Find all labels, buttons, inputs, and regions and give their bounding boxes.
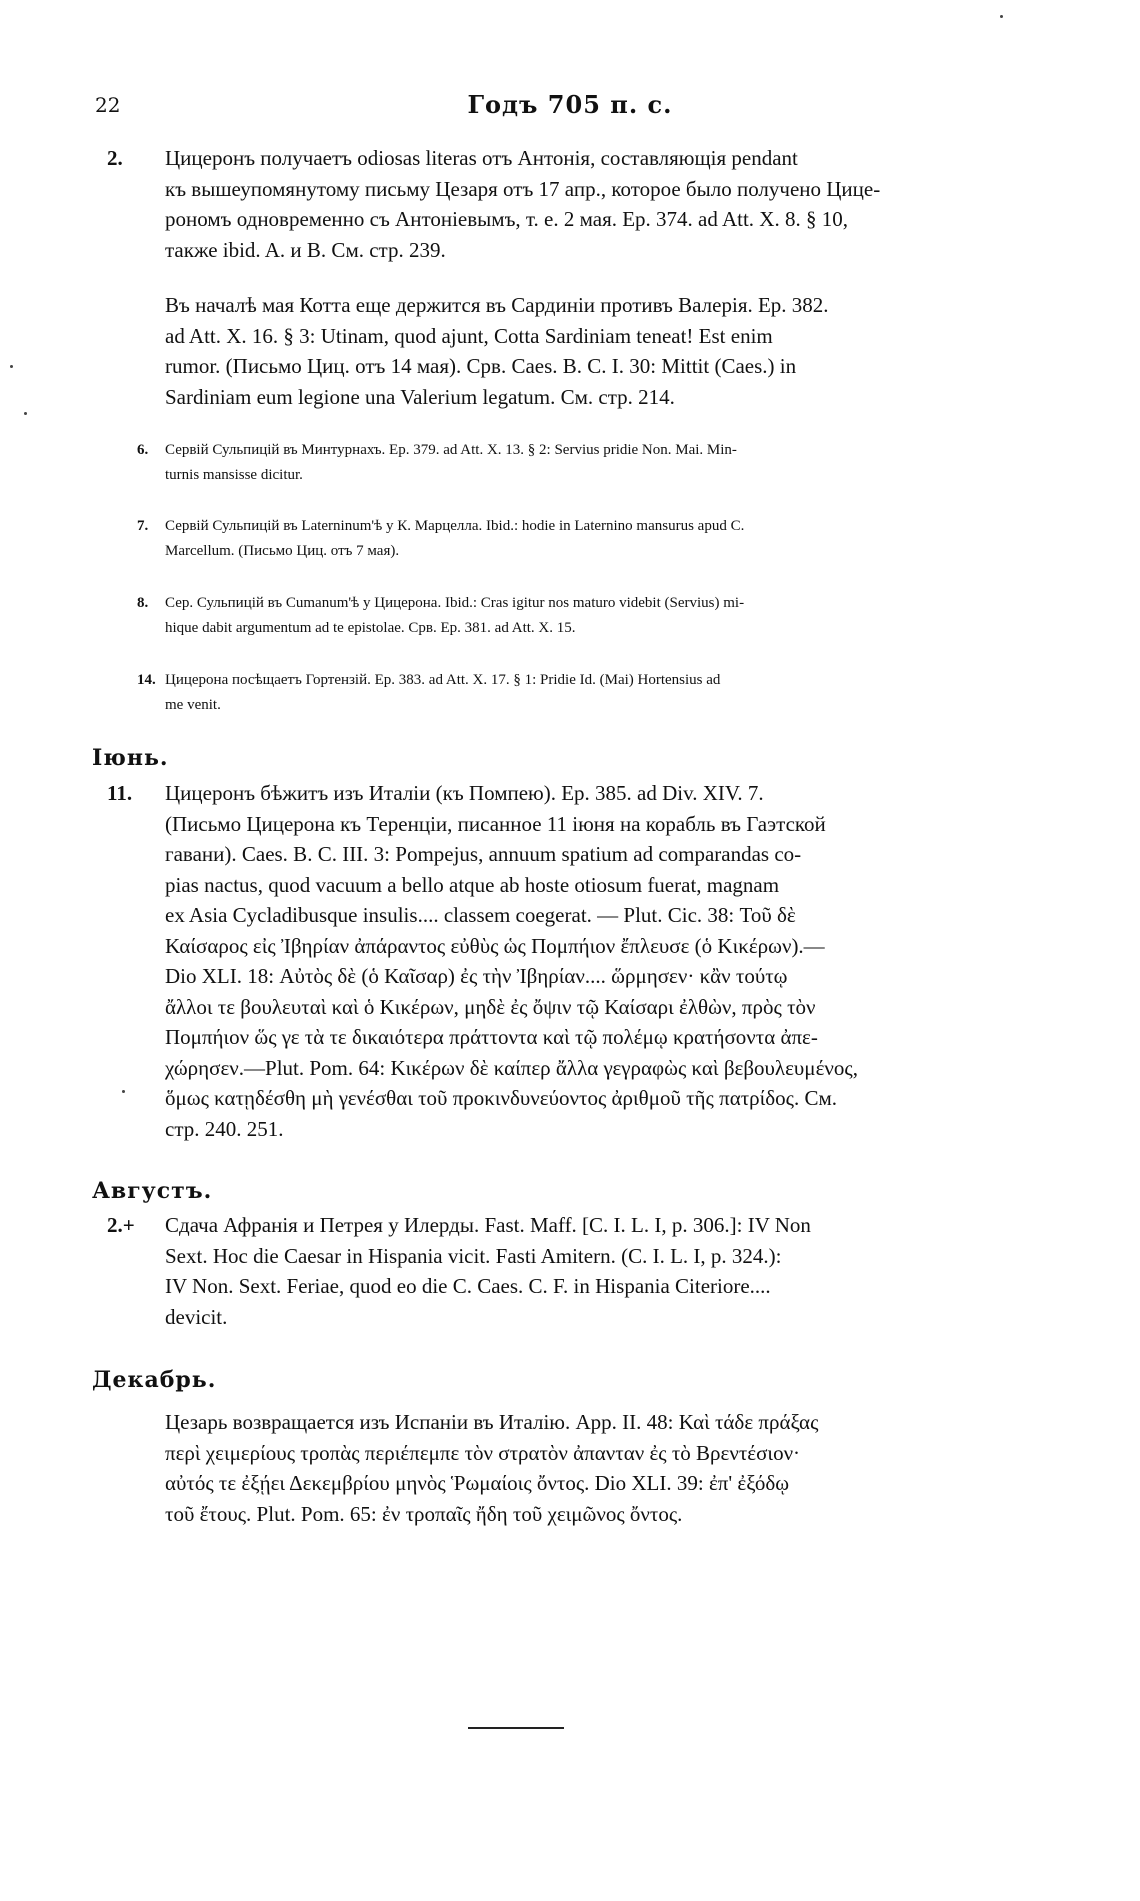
entry-line: стр. 240. 251. [165, 1116, 284, 1141]
entry-line: Цицерона посѣщаетъ Гортензій. Ep. 383. ad Att. X. 17. § 1: Pridie Id. (Mai) Hortensius ad [165, 672, 721, 688]
entry-line: pias nactus, quod vacuum a bello atque ab hoste otiosum fuerat, magnam [165, 872, 780, 897]
entry-line: ex Asia Cycladibusque insulis.... classem coegerat. — Plut. Cic. 38: Τοῦ δὲ [165, 903, 796, 927]
entry-line: ἄλλοι τε βουλευταὶ καὶ ὁ Κικέρων, μηδὲ ἐς ὄψιν τῷ Καίσαρι ἐλθὼν, πρὸς τὸν [165, 994, 816, 1019]
entry-line: Цезарь возвращается изъ Испаніи въ Италію. App. II. 48: Καὶ τάδε πράξας [165, 1410, 819, 1434]
entry-number: 6. [137, 442, 149, 458]
entry-line: рономъ одновременно съ Антоніевымъ, т. е. 2 мая. Ep. 374. ad Att. X. 8. § 10, [165, 207, 848, 231]
entry-june-11 [107, 778, 1050, 1144]
entry-line: περὶ χειμερίους τροπὰς περιέπεμπε τὸν στρατὸν ἀπανταν ἐς τὸ Βρεντέσιον· [165, 1440, 801, 1465]
entry-line: Сер. Сульпицій въ Cumanum'ѣ у Цицерона. Ibid.: Cras igitur nos maturo videbit (Servius) mi- [165, 595, 745, 611]
scan-speck [122, 1090, 125, 1093]
entry-line: IV Non. Sext. Feriae, quod eo die C. Caes. C. F. in Hispania Citeriore.... [165, 1274, 771, 1298]
entry-line: turnis mansisse dicitur. [165, 467, 303, 483]
entry-line: къ вышеупомянутому письму Цезаря отъ 17 апр., которое было получено Цице- [165, 176, 881, 201]
entry-line: ad Att. X. 16. § 3: Utinam, quod ajunt, Cotta Sardiniam teneat! Est enim [165, 323, 773, 348]
scan-speck [1000, 15, 1003, 18]
entry-line: Sext. Hoc die Caesar in Hispania vicit. Fasti Amitern. (C. I. L. I, p. 324.): [165, 1243, 782, 1268]
entry-number: 2.+ [107, 1213, 135, 1237]
month-heading-june: Іюнь. [92, 745, 169, 771]
entry-14 [137, 668, 1050, 718]
month-heading-december: Декабрь. [92, 1367, 217, 1393]
entry-8 [137, 591, 1050, 641]
entry-line: Sardiniam eum legione una Valerium legatum. См. стр. 214. [165, 384, 675, 409]
month-heading-august: Августъ. [92, 1178, 213, 1204]
entry-line: me venit. [165, 697, 221, 713]
entry-line: devicit. [165, 1304, 228, 1329]
entry-line: rumor. (Письмо Циц. отъ 14 мая). Срв. Caes. B. C. I. 30: Mittit (Caes.) in [165, 354, 797, 378]
entry-number: 11. [107, 781, 133, 805]
entry-cotta [165, 290, 1050, 412]
entry-line: Καίσαρος εἰς Ἰβηρίαν ἀπάραντος εὐθὺς ὡς Πομπήιον ἔπλευσε (ὁ Κικέρων).— [165, 933, 825, 958]
entry-line: αὐτός τε ἐξῄει Δεκεμβρίου μηνὸς Ῥωμαίοις ὄντος. Dio XLI. 39: ἐπ' ἐξόδῳ [165, 1471, 790, 1495]
entry-december [165, 1407, 1050, 1529]
scan-speck [10, 365, 13, 368]
entry-line: также ibid. A. и B. См. стр. 239. [165, 237, 446, 262]
entry-line: (Письмо Цицерона къ Теренціи, писанное 11 іюня на корабль въ Гаэтской [165, 811, 826, 836]
entry-line: ὅμως κατῃδέσθη μὴ γενέσθαι τοῦ προκινδυνεύοντος ἀριθμοῦ τῆς πατρίδος. См. [165, 1086, 838, 1110]
entry-2 [107, 143, 1050, 265]
entry-line: Marcellum. (Письмо Циц. отъ 7 мая). [165, 543, 400, 559]
end-rule [468, 1727, 564, 1729]
entry-6 [137, 438, 1050, 488]
entry-number: 14. [137, 672, 156, 688]
entry-number: 8. [137, 595, 149, 611]
entry-line: hique dabit argumentum ad te epistolae. Срв. Ep. 381. ad Att. X. 15. [165, 620, 576, 636]
scan-speck [24, 412, 27, 415]
entry-line: Dio XLI. 18: Αὐτὸς δὲ (ὁ Καῖσαρ) ἐς τὴν Ἰβηρίαν.... ὥρμησεν· κἂν τούτῳ [165, 964, 788, 988]
entry-line: χώρησεν.—Plut. Pom. 64: Κικέρων δὲ καίπερ ἄλλα γεγραφὼς καὶ βεβουλευμένος, [165, 1055, 858, 1080]
entry-line: Сервій Сульпицій въ Laterninum'ѣ у К. Марцелла. Ibid.: hodie in Laternino mansurus apud C. [165, 518, 745, 534]
entry-august-2 [107, 1210, 1050, 1332]
entry-number: 7. [137, 518, 149, 534]
entry-line: Сдача Афранія и Петрея у Илерды. Fast. Maff. [C. I. L. I, p. 306.]: IV Non [165, 1213, 811, 1237]
entry-line: τοῦ ἔτους. Plut. Pom. 65: ἐν τροπαῖς ἤδη τοῦ χειμῶνος ὄντος. [165, 1501, 683, 1526]
entry-line: гавани). Caes. B. C. III. 3: Pompejus, annuum spatium ad comparandas co- [165, 842, 802, 866]
entry-line: Цицеронъ получаетъ odiosas literas отъ Антонія, составляющія pendant [165, 146, 798, 170]
entry-line: Въ началѣ мая Котта еще держится въ Сардиніи противъ Валерія. Ep. 382. [165, 293, 829, 317]
running-title: Годъ 705 п. с. [467, 90, 673, 119]
entry-line: Сервій Сульпицій въ Минтурнахъ. Ep. 379. ad Att. X. 13. § 2: Servius pridie Non. Mai. Min- [165, 442, 737, 458]
page-number: 22 [95, 93, 121, 117]
entry-number: 2. [107, 146, 123, 170]
entry-line: Πομπήιον ὥς γε τὰ τε δικαιότερα πράττοντα καὶ τῷ πολέμῳ κρατήσοντα ἀπε- [165, 1025, 818, 1049]
entry-line: Цицеронъ бѣжитъ изъ Италіи (къ Помпею). Ep. 385. ad Div. XIV. 7. [165, 781, 764, 805]
entry-7 [137, 514, 1050, 564]
